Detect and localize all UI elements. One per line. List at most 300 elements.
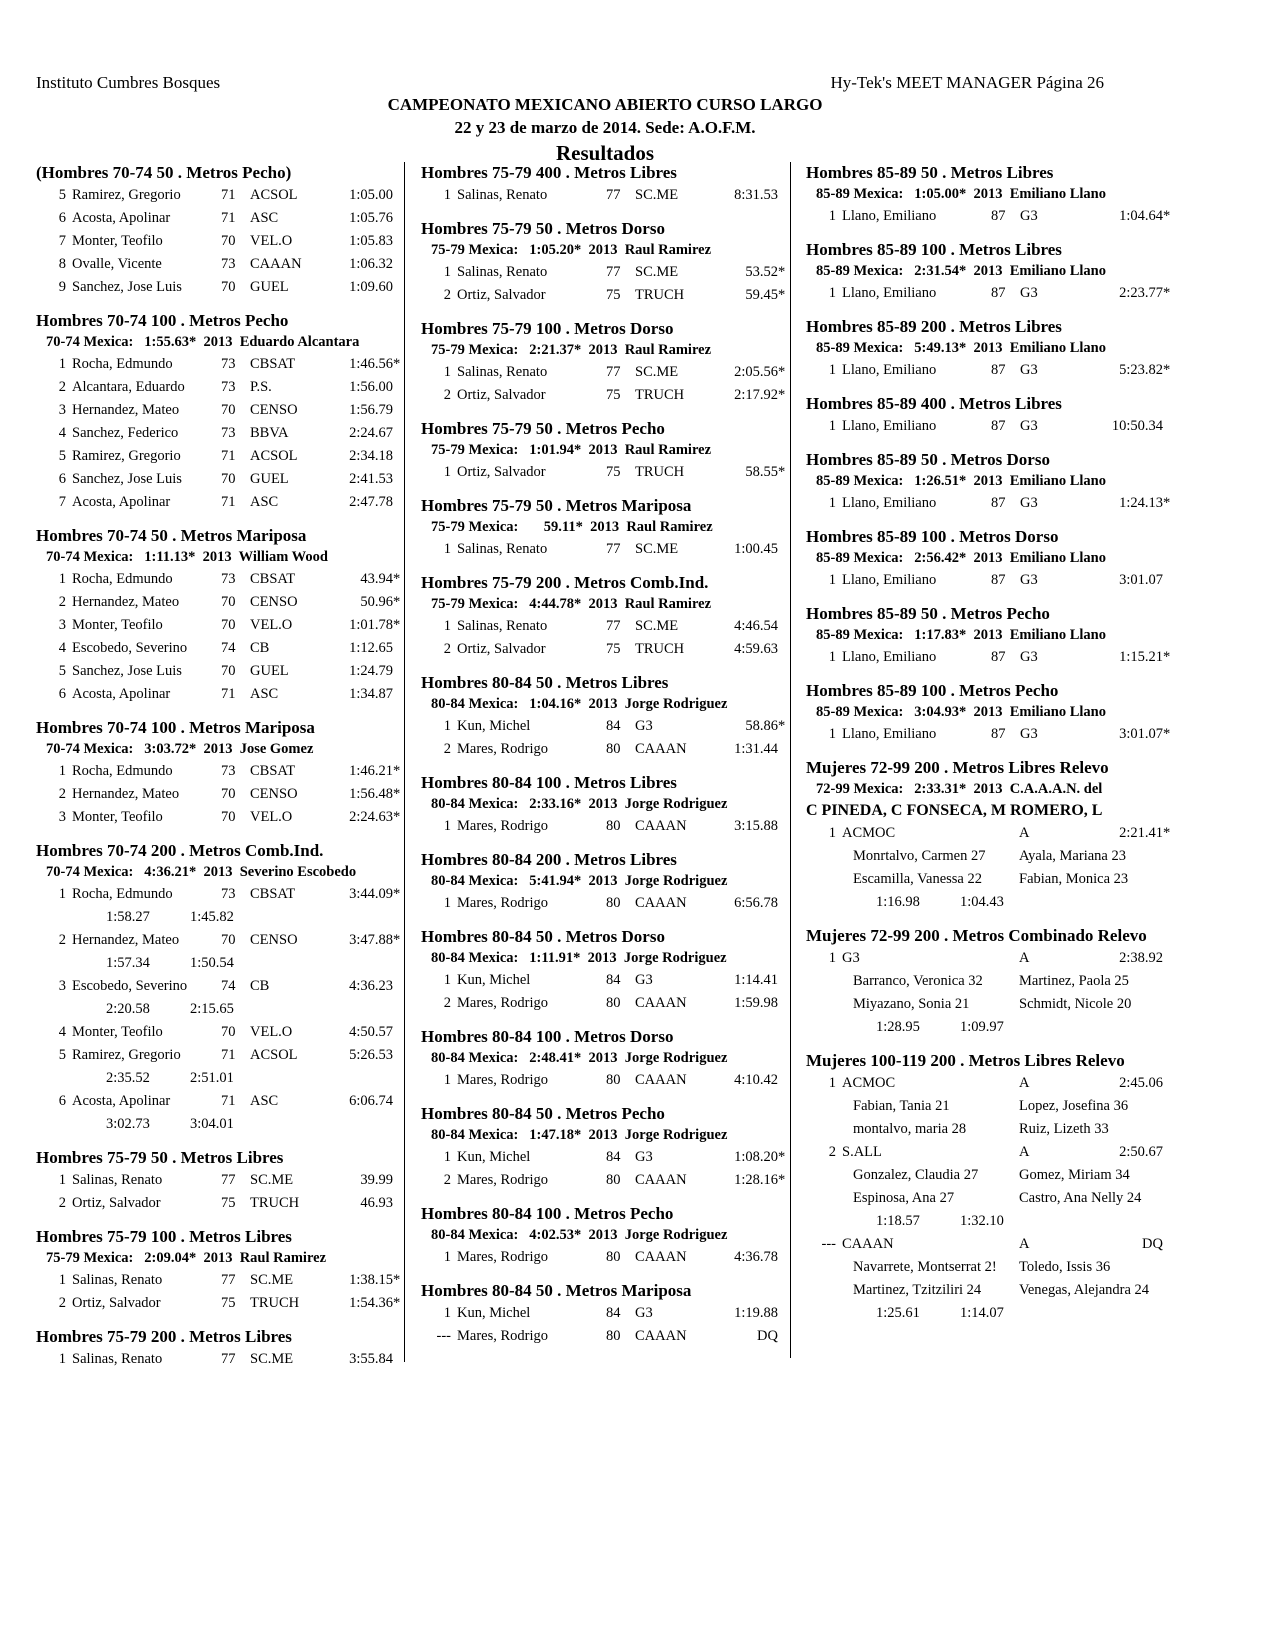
swimmer-name: Salinas, Renato xyxy=(72,1272,163,1288)
relay-swimmer: Navarrete, Montserrat 2! xyxy=(853,1259,997,1275)
swimmer-name: Escobedo, Severino xyxy=(72,640,188,656)
relay-swimmers-row xyxy=(806,868,1178,891)
age: 80 xyxy=(606,818,621,834)
place: 7 xyxy=(58,494,66,510)
event-heading: Hombres 75-79 50 . Metros Pecho xyxy=(421,419,665,438)
relay-swimmer: Gomez, Miriam 34 xyxy=(1019,1167,1130,1183)
place: 8 xyxy=(58,256,66,272)
team: TRUCH xyxy=(635,287,685,303)
relay-swimmer: Castro, Ana Nelly 24 xyxy=(1019,1190,1142,1206)
event-heading: Hombres 75-79 200 . Metros Comb.Ind. xyxy=(421,573,709,592)
result-row xyxy=(806,205,1178,228)
age: 70 xyxy=(221,594,236,610)
record-mark: * xyxy=(778,264,786,280)
event-heading: Hombres 85-89 50 . Metros Dorso xyxy=(806,450,1050,469)
split-times-row xyxy=(36,952,408,975)
team: CAAAN xyxy=(635,995,687,1011)
time: 1:24.13 xyxy=(1119,495,1163,511)
event-heading: Hombres 80-84 100 . Metros Pecho xyxy=(421,1204,674,1223)
age: 71 xyxy=(221,494,236,510)
result-row xyxy=(806,415,1178,438)
age: 75 xyxy=(221,1295,236,1311)
team: CBSAT xyxy=(250,886,296,902)
result-row xyxy=(421,1325,793,1348)
place: 1 xyxy=(828,572,836,588)
split-times-row xyxy=(806,1016,1178,1039)
event-heading: Hombres 75-79 200 . Metros Libres xyxy=(36,1327,292,1346)
record-mark: * xyxy=(1163,726,1171,742)
result-row xyxy=(36,975,408,998)
result-row xyxy=(36,230,408,253)
relay-swimmer: Fabian, Tania 21 xyxy=(853,1098,950,1114)
event-heading: Hombres 70-74 50 . Metros Mariposa xyxy=(36,526,307,545)
swimmer-name: Salinas, Renato xyxy=(457,618,548,634)
result-row xyxy=(421,615,793,638)
place: 1 xyxy=(58,763,66,779)
result-row xyxy=(36,376,408,399)
event-heading: Hombres 75-79 50 . Metros Mariposa xyxy=(421,496,692,515)
time: 1:24.79 xyxy=(349,663,393,679)
record-mark: * xyxy=(393,932,401,948)
event-heading: Hombres 80-84 50 . Metros Mariposa xyxy=(421,1281,692,1300)
swimmer-name: Salinas, Renato xyxy=(72,1172,163,1188)
age: 77 xyxy=(606,264,621,280)
record-line: 70-74 Mexica: 1:11.13* 2013 William Wood xyxy=(46,549,328,565)
swimmer-name: Ramirez, Gregorio xyxy=(72,448,181,464)
swimmer-name: Mares, Rodrigo xyxy=(457,1072,549,1088)
result-row xyxy=(421,284,793,307)
record-line: 85-89 Mexica: 3:04.93* 2013 Emiliano Llano xyxy=(816,704,1106,720)
result-row xyxy=(36,184,408,207)
place: 1 xyxy=(443,895,451,911)
place: 3 xyxy=(58,617,66,633)
team: CAAAN xyxy=(635,1072,687,1088)
result-row xyxy=(421,638,793,661)
age: 71 xyxy=(221,448,236,464)
result-row xyxy=(421,1169,793,1192)
event-heading: Hombres 80-84 100 . Metros Libres xyxy=(421,773,677,792)
age: 70 xyxy=(221,663,236,679)
age: 84 xyxy=(606,1305,621,1321)
place: 1 xyxy=(828,825,836,841)
age: 77 xyxy=(221,1172,236,1188)
team: GUEL xyxy=(250,663,289,679)
record-line: 80-84 Mexica: 1:11.91* 2013 Jorge Rodriguez xyxy=(431,950,727,966)
relay-swimmer: Schmidt, Nicole 20 xyxy=(1019,996,1132,1012)
swimmer-name: Ortiz, Salvador xyxy=(457,287,546,303)
team: CAAAN xyxy=(635,1328,687,1344)
event-heading: Hombres 80-84 50 . Metros Pecho xyxy=(421,1104,665,1123)
result-row xyxy=(421,261,793,284)
swimmer-name: Monter, Teofilo xyxy=(72,1024,163,1040)
event-heading: Hombres 70-74 100 . Metros Pecho xyxy=(36,311,289,330)
time: 4:50.57 xyxy=(349,1024,393,1040)
event-heading: Hombres 75-79 50 . Metros Dorso xyxy=(421,219,665,238)
team: CENSO xyxy=(250,594,298,610)
time: 5:23.82 xyxy=(1119,362,1163,378)
age: 70 xyxy=(221,932,236,948)
swimmer-name: Hernandez, Mateo xyxy=(72,594,180,610)
record-line: 75-79 Mexica: 2:09.04* 2013 Raul Ramirez xyxy=(46,1250,327,1266)
age: 80 xyxy=(606,1072,621,1088)
time: 58.55 xyxy=(745,464,778,480)
event-heading: Hombres 75-79 400 . Metros Libres xyxy=(421,163,677,182)
record-mark: * xyxy=(1163,495,1171,511)
swimmer-name: Mares, Rodrigo xyxy=(457,818,549,834)
split-times-row xyxy=(36,1067,408,1090)
age: 73 xyxy=(221,886,236,902)
split-times-row xyxy=(36,906,408,929)
place: 6 xyxy=(58,686,66,702)
place: 1 xyxy=(828,362,836,378)
event-heading: Hombres 85-89 50 . Metros Libres xyxy=(806,163,1054,182)
age: 70 xyxy=(221,471,236,487)
swimmer-name: Ortiz, Salvador xyxy=(72,1195,161,1211)
split-time: 2:15.65 xyxy=(190,1001,234,1017)
result-row xyxy=(36,468,408,491)
split-time: 1:50.54 xyxy=(190,955,234,971)
place: 1 xyxy=(443,264,451,280)
team: CB xyxy=(250,640,270,656)
place: 1 xyxy=(58,356,66,372)
swimmer-name: Acosta, Apolinar xyxy=(72,210,171,226)
result-row xyxy=(36,253,408,276)
time: 4:36.78 xyxy=(734,1249,778,1265)
split-time: 2:20.58 xyxy=(106,1001,150,1017)
record-mark: * xyxy=(393,809,401,825)
split-time: 1:04.43 xyxy=(960,894,1004,910)
age: 87 xyxy=(991,726,1006,742)
swimmer-name: Kun, Michel xyxy=(457,972,531,988)
swimmer-name: Ramirez, Gregorio xyxy=(72,187,181,203)
split-time: 1:18.57 xyxy=(876,1213,920,1229)
swimmer-name: Mares, Rodrigo xyxy=(457,741,549,757)
team: BBVA xyxy=(250,425,289,441)
event-heading: Hombres 80-84 50 . Metros Dorso xyxy=(421,927,665,946)
swimmer-name: Salinas, Renato xyxy=(72,1351,163,1367)
time: 1:34.87 xyxy=(349,686,393,702)
result-row xyxy=(421,1146,793,1169)
place: 2 xyxy=(443,741,451,757)
record-mark: * xyxy=(778,287,786,303)
team: SC.ME xyxy=(635,187,679,203)
time: 1:19.88 xyxy=(734,1305,778,1321)
results-column-3 xyxy=(806,162,1178,1325)
age: 80 xyxy=(606,1328,621,1344)
result-row xyxy=(421,1246,793,1269)
result-row xyxy=(36,883,408,906)
event-heading: Hombres 80-84 100 . Metros Dorso xyxy=(421,1027,674,1046)
swimmer-name: Sanchez, Jose Luis xyxy=(72,471,182,487)
place: 4 xyxy=(58,425,66,441)
team: G3 xyxy=(1020,495,1038,511)
team: SC.ME xyxy=(250,1272,294,1288)
team: SC.ME xyxy=(635,364,679,380)
time: 2:50.67 xyxy=(1119,1144,1163,1160)
relay-team-row xyxy=(806,1233,1178,1256)
relay-swimmers-row xyxy=(806,845,1178,868)
time: 1:04.64 xyxy=(1119,208,1163,224)
place: 3 xyxy=(58,978,66,994)
team: ASC xyxy=(250,494,279,510)
swimmer-name: Kun, Michel xyxy=(457,718,531,734)
team: ACSOL xyxy=(250,448,298,464)
team: ACSOL xyxy=(250,187,298,203)
time: 43.94 xyxy=(360,571,393,587)
time: 4:46.54 xyxy=(734,618,778,634)
age: 84 xyxy=(606,1149,621,1165)
team: G3 xyxy=(1020,572,1038,588)
place: 1 xyxy=(443,464,451,480)
age: 73 xyxy=(221,425,236,441)
swimmer-name: Acosta, Apolinar xyxy=(72,1093,171,1109)
event-heading: Hombres 85-89 100 . Metros Libres xyxy=(806,240,1062,259)
record-line: 75-79 Mexica: 1:01.94* 2013 Raul Ramirez xyxy=(431,442,712,458)
team: CAAAN xyxy=(635,895,687,911)
age: 74 xyxy=(221,978,236,994)
place: 2 xyxy=(58,594,66,610)
event-heading: Hombres 80-84 200 . Metros Libres xyxy=(421,850,677,869)
swimmer-name: Llano, Emiliano xyxy=(842,649,937,665)
age: 77 xyxy=(606,364,621,380)
age: 75 xyxy=(606,287,621,303)
time: 1:14.41 xyxy=(734,972,778,988)
result-row xyxy=(421,361,793,384)
swimmer-name: Acosta, Apolinar xyxy=(72,494,171,510)
record-line: 80-84 Mexica: 1:04.16* 2013 Jorge Rodriguez xyxy=(431,696,728,712)
place: 1 xyxy=(443,541,451,557)
time: 3:01.07 xyxy=(1119,726,1163,742)
time: 2:45.06 xyxy=(1119,1075,1163,1091)
relay-swimmer: montalvo, maria 28 xyxy=(853,1121,967,1137)
event-heading: Hombres 70-74 100 . Metros Mariposa xyxy=(36,718,315,737)
relay-swimmers-row xyxy=(806,1118,1178,1141)
relay-swimmers-row xyxy=(806,1256,1178,1279)
relay-letter: A xyxy=(1019,1144,1030,1160)
swimmer-name: Sanchez, Federico xyxy=(72,425,179,441)
relay-swimmers-row xyxy=(806,993,1178,1016)
record-mark: * xyxy=(778,1172,786,1188)
time: 2:05.56 xyxy=(734,364,778,380)
record-mark: * xyxy=(1163,362,1171,378)
place: 1 xyxy=(443,1072,451,1088)
result-row xyxy=(421,184,793,207)
swimmer-name: Ortiz, Salvador xyxy=(457,641,546,657)
team: CENSO xyxy=(250,786,298,802)
place: 1 xyxy=(828,950,836,966)
time: 1:56.48 xyxy=(349,786,393,802)
age: 77 xyxy=(221,1272,236,1288)
relay-swimmer: Martinez, Tzitziliri 24 xyxy=(853,1282,982,1298)
team: TRUCH xyxy=(635,387,685,403)
swimmer-name: Sanchez, Jose Luis xyxy=(72,663,182,679)
team: SC.ME xyxy=(635,264,679,280)
relay-swimmer: Espinosa, Ana 27 xyxy=(853,1190,955,1206)
result-row xyxy=(806,723,1178,746)
age: 87 xyxy=(991,418,1006,434)
result-row xyxy=(36,1169,408,1192)
team: G3 xyxy=(1020,208,1038,224)
split-times-row xyxy=(806,891,1178,914)
time: 2:23.77 xyxy=(1119,285,1163,301)
place: 1 xyxy=(828,495,836,511)
record-line: 85-89 Mexica: 1:26.51* 2013 Emiliano Llano xyxy=(816,473,1106,489)
record-mark: * xyxy=(393,356,401,372)
team: SC.ME xyxy=(250,1351,294,1367)
event-heading: Hombres 75-79 100 . Metros Dorso xyxy=(421,319,674,338)
result-row xyxy=(36,491,408,514)
age: 73 xyxy=(221,256,236,272)
result-row xyxy=(36,276,408,299)
result-row xyxy=(36,568,408,591)
time: 39.99 xyxy=(360,1172,393,1188)
team: SC.ME xyxy=(635,541,679,557)
time: 46.93 xyxy=(360,1195,393,1211)
swimmer-name: Llano, Emiliano xyxy=(842,495,937,511)
time: 2:34.18 xyxy=(349,448,393,464)
age: 73 xyxy=(221,379,236,395)
record-line: 85-89 Mexica: 2:56.42* 2013 Emiliano Llano xyxy=(816,550,1106,566)
record-mark: * xyxy=(393,617,401,633)
age: 75 xyxy=(606,464,621,480)
record-mark: * xyxy=(1163,649,1171,665)
swimmer-name: Llano, Emiliano xyxy=(842,208,937,224)
record-mark: * xyxy=(778,464,786,480)
place: 1 xyxy=(443,364,451,380)
swimmer-name: Llano, Emiliano xyxy=(842,362,937,378)
place: 5 xyxy=(58,663,66,679)
event-heading: Mujeres 100-119 200 . Metros Libres Relevo xyxy=(806,1051,1125,1070)
result-row xyxy=(421,384,793,407)
time: 1:56.00 xyxy=(349,379,393,395)
relay-letter: A xyxy=(1019,1075,1030,1091)
record-line: 85-89 Mexica: 1:05.00* 2013 Emiliano Llano xyxy=(816,186,1106,202)
record-line: 75-79 Mexica: 4:44.78* 2013 Raul Ramirez xyxy=(431,596,712,612)
event-heading: Hombres 85-89 200 . Metros Libres xyxy=(806,317,1062,336)
result-row xyxy=(36,783,408,806)
place: 2 xyxy=(828,1144,836,1160)
event-heading: Hombres 75-79 100 . Metros Libres xyxy=(36,1227,292,1246)
place: 2 xyxy=(58,786,66,802)
place: 2 xyxy=(443,387,451,403)
record-mark: * xyxy=(778,1149,786,1165)
age: 87 xyxy=(991,649,1006,665)
place: 4 xyxy=(58,640,66,656)
result-row xyxy=(36,614,408,637)
team: ASC xyxy=(250,210,279,226)
result-row xyxy=(36,1044,408,1067)
event-heading: Hombres 85-89 100 . Metros Dorso xyxy=(806,527,1059,546)
team: CBSAT xyxy=(250,571,296,587)
relay-swimmer: Toledo, Issis 36 xyxy=(1019,1259,1111,1275)
age: 71 xyxy=(221,187,236,203)
event-heading: Mujeres 72-99 200 . Metros Combinado Relevo xyxy=(806,926,1147,945)
result-row xyxy=(421,815,793,838)
record-mark: * xyxy=(393,886,401,902)
record-mark: * xyxy=(778,364,786,380)
age: 75 xyxy=(606,641,621,657)
event-heading: Hombres 80-84 50 . Metros Libres xyxy=(421,673,669,692)
split-times-row xyxy=(806,1210,1178,1233)
swimmer-name: Hernandez, Mateo xyxy=(72,786,180,802)
relay-team-row xyxy=(806,822,1178,845)
split-time: 2:51.01 xyxy=(190,1070,234,1086)
relay-swimmer: Lopez, Josefina 36 xyxy=(1019,1098,1129,1114)
meet-dates-venue: 22 y 23 de marzo de 2014. Sede: A.O.F.M. xyxy=(454,118,756,137)
split-time: 1:28.95 xyxy=(876,1019,920,1035)
time: 2:47.78 xyxy=(349,494,393,510)
swimmer-name: Rocha, Edmundo xyxy=(72,763,173,779)
swimmer-name: Llano, Emiliano xyxy=(842,418,937,434)
age: 87 xyxy=(991,572,1006,588)
time: 4:10.42 xyxy=(734,1072,778,1088)
place: 2 xyxy=(58,1295,66,1311)
place: 1 xyxy=(828,418,836,434)
relay-swimmer: Miyazano, Sonia 21 xyxy=(853,996,970,1012)
record-mark: * xyxy=(393,1295,401,1311)
event-heading: (Hombres 70-74 50 . Metros Pecho) xyxy=(36,163,292,182)
time: 1:38.15 xyxy=(349,1272,393,1288)
age: 80 xyxy=(606,1172,621,1188)
age: 77 xyxy=(606,618,621,634)
age: 75 xyxy=(606,387,621,403)
event-heading: Mujeres 72-99 200 . Metros Libres Relevo xyxy=(806,758,1109,777)
results-heading: Resultados xyxy=(555,141,655,165)
split-times-row xyxy=(36,1113,408,1136)
record-line: 72-99 Mexica: 2:33.31* 2013 C.A.A.A.N. del xyxy=(816,781,1103,797)
time: 1:46.56 xyxy=(349,356,393,372)
place: 1 xyxy=(443,818,451,834)
swimmer-name: Monter, Teofilo xyxy=(72,617,163,633)
age: 80 xyxy=(606,741,621,757)
result-row xyxy=(36,637,408,660)
time: 3:01.07 xyxy=(1119,572,1163,588)
result-row xyxy=(36,1292,408,1315)
place: 2 xyxy=(58,379,66,395)
split-time: 1:25.61 xyxy=(876,1305,920,1321)
relay-swimmers-row xyxy=(806,1187,1178,1210)
team: VEL.O xyxy=(250,1024,293,1040)
result-row xyxy=(36,660,408,683)
team: CAAAN xyxy=(635,818,687,834)
team: G3 xyxy=(1020,726,1038,742)
result-row xyxy=(36,683,408,706)
event-heading: Hombres 85-89 400 . Metros Libres xyxy=(806,394,1062,413)
result-row xyxy=(36,1269,408,1292)
place: 3 xyxy=(58,402,66,418)
place: --- xyxy=(436,1328,451,1344)
swimmer-name: Rocha, Edmundo xyxy=(72,356,173,372)
relay-team: ACMOC xyxy=(842,825,896,841)
record-line: 85-89 Mexica: 1:17.83* 2013 Emiliano Llano xyxy=(816,627,1106,643)
age: 70 xyxy=(221,786,236,802)
event-heading: Hombres 85-89 100 . Metros Pecho xyxy=(806,681,1059,700)
result-row xyxy=(421,738,793,761)
place: 1 xyxy=(443,718,451,734)
place: 6 xyxy=(58,1093,66,1109)
swimmer-name: Ramirez, Gregorio xyxy=(72,1047,181,1063)
result-row xyxy=(806,492,1178,515)
time: 1:06.32 xyxy=(349,256,393,272)
result-row xyxy=(421,892,793,915)
relay-team-row xyxy=(806,1141,1178,1164)
result-row xyxy=(36,422,408,445)
relay-letter: A xyxy=(1019,825,1030,841)
result-row xyxy=(421,969,793,992)
age: 87 xyxy=(991,208,1006,224)
team: VEL.O xyxy=(250,809,293,825)
relay-swimmer: Venegas, Alejandra 24 xyxy=(1019,1282,1150,1298)
